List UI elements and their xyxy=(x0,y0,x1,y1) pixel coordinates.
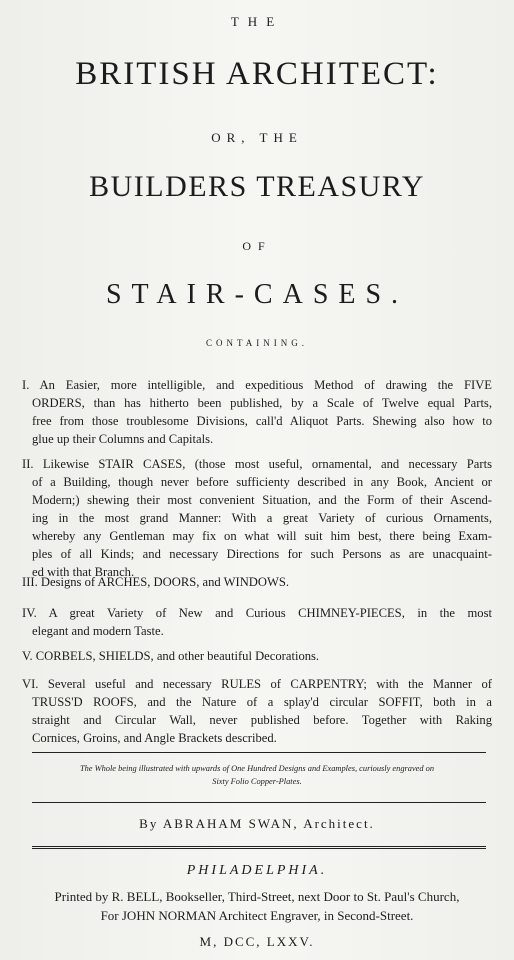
item-5-line-1: V. CORBELS, SHIELDS, and other beautiful Decorations. xyxy=(22,649,320,663)
contents-item-2 xyxy=(22,455,492,581)
header-or-the: OR, THE xyxy=(211,130,303,145)
header-the: THE xyxy=(230,14,284,29)
item-4-line-2: elegant and modern Taste. xyxy=(32,624,164,638)
imprint-for-line: For JOHN NORMAN Architect Engraver, in Second-Street. xyxy=(100,908,414,923)
item-6-line-1: VI. Several useful and necessary RULES of CARPENTRY; with the Manner of xyxy=(22,677,492,691)
divider-rule-2 xyxy=(32,802,486,803)
item-2-line-2: of a Building, though never before sufficienty described in any Book, Ancient or xyxy=(32,475,492,489)
contents-item-6 xyxy=(22,675,492,747)
item-2-line-7: ed with that Branch. xyxy=(32,565,135,579)
header-of: OF xyxy=(242,239,272,253)
imprint-city: PHILADELPHIA. xyxy=(186,863,328,878)
item-1-line-1: I. An Easier, more intelligible, and expeditious Method of drawing the FIVE xyxy=(22,378,492,392)
contents-item-1 xyxy=(22,376,492,448)
item-1-line-3: free from those troublesome Divisions, call'd Aliquot Parts. Shewing also how to xyxy=(32,414,492,428)
title-british-architect: BRITISH ARCHITECT: xyxy=(75,56,439,92)
contents-item-4 xyxy=(22,604,492,640)
item-1-line-4: glue up their Columns and Capitals. xyxy=(32,432,214,446)
item-6-line-2: TRUSS'D ROOFS, and the Nature of a splay'd circular SOFFIT, both in a xyxy=(32,695,492,709)
item-2-line-5: whereby any Gentleman may fix on what will suit him best, there being Exam- xyxy=(32,529,492,543)
item-1-line-2: ORDERS, than has hitherto been published, by a Scale of Twelve equal Parts, xyxy=(32,396,492,410)
title-stair-cases: STAIR-CASES. xyxy=(105,279,409,310)
containing-label: CONTAINING. xyxy=(205,338,309,348)
contents-item-5 xyxy=(22,647,492,665)
divider-rule-1 xyxy=(32,752,486,753)
divider-double-rule xyxy=(32,846,486,849)
item-2-line-4: ing in the most grand Manner: With a great Variety of curious Ornaments, xyxy=(32,511,492,525)
item-2-line-3: Modern;) shewing their most convenient Situation, and the Form of their Ascend- xyxy=(32,493,492,507)
illustration-note-line-1: The Whole being illustrated with upwards of One Hundred Designs and Examples, curiously engraved on xyxy=(79,764,435,773)
imprint-date: M, DCC, LXXV. xyxy=(199,934,315,949)
illustration-note-line-2: Sixty Folio Copper-Plates. xyxy=(212,777,302,786)
item-2-line-1: II. Likewise STAIR CASES, (those most useful, ornamental, and necessary Parts xyxy=(22,457,492,471)
item-4-line-1: IV. A great Variety of New and Curious CHIMNEY-PIECES, in the most xyxy=(22,606,492,620)
item-6-line-3: straight and Circular Wall, never published before. Together with Raking xyxy=(32,713,492,727)
item-6-line-4: Cornices, Groins, and Angle Brackets described. xyxy=(32,731,277,745)
contents-item-3 xyxy=(22,573,492,591)
imprint-printer-line: Printed by R. BELL, Bookseller, Third-Street, next Door to St. Paul's Church, xyxy=(54,889,460,904)
item-3-line-1: III. Designs of ARCHES, DOORS, and WINDOWS. xyxy=(22,575,290,589)
author-line: By ABRAHAM SWAN, Architect. xyxy=(139,816,375,831)
title-builders-treasury: BUILDERS TREASURY xyxy=(89,170,425,203)
illustration-note xyxy=(0,762,514,788)
item-2-line-6: ples of all Kinds; and necessary Directions for such Persons as are unacquaint- xyxy=(32,547,492,561)
